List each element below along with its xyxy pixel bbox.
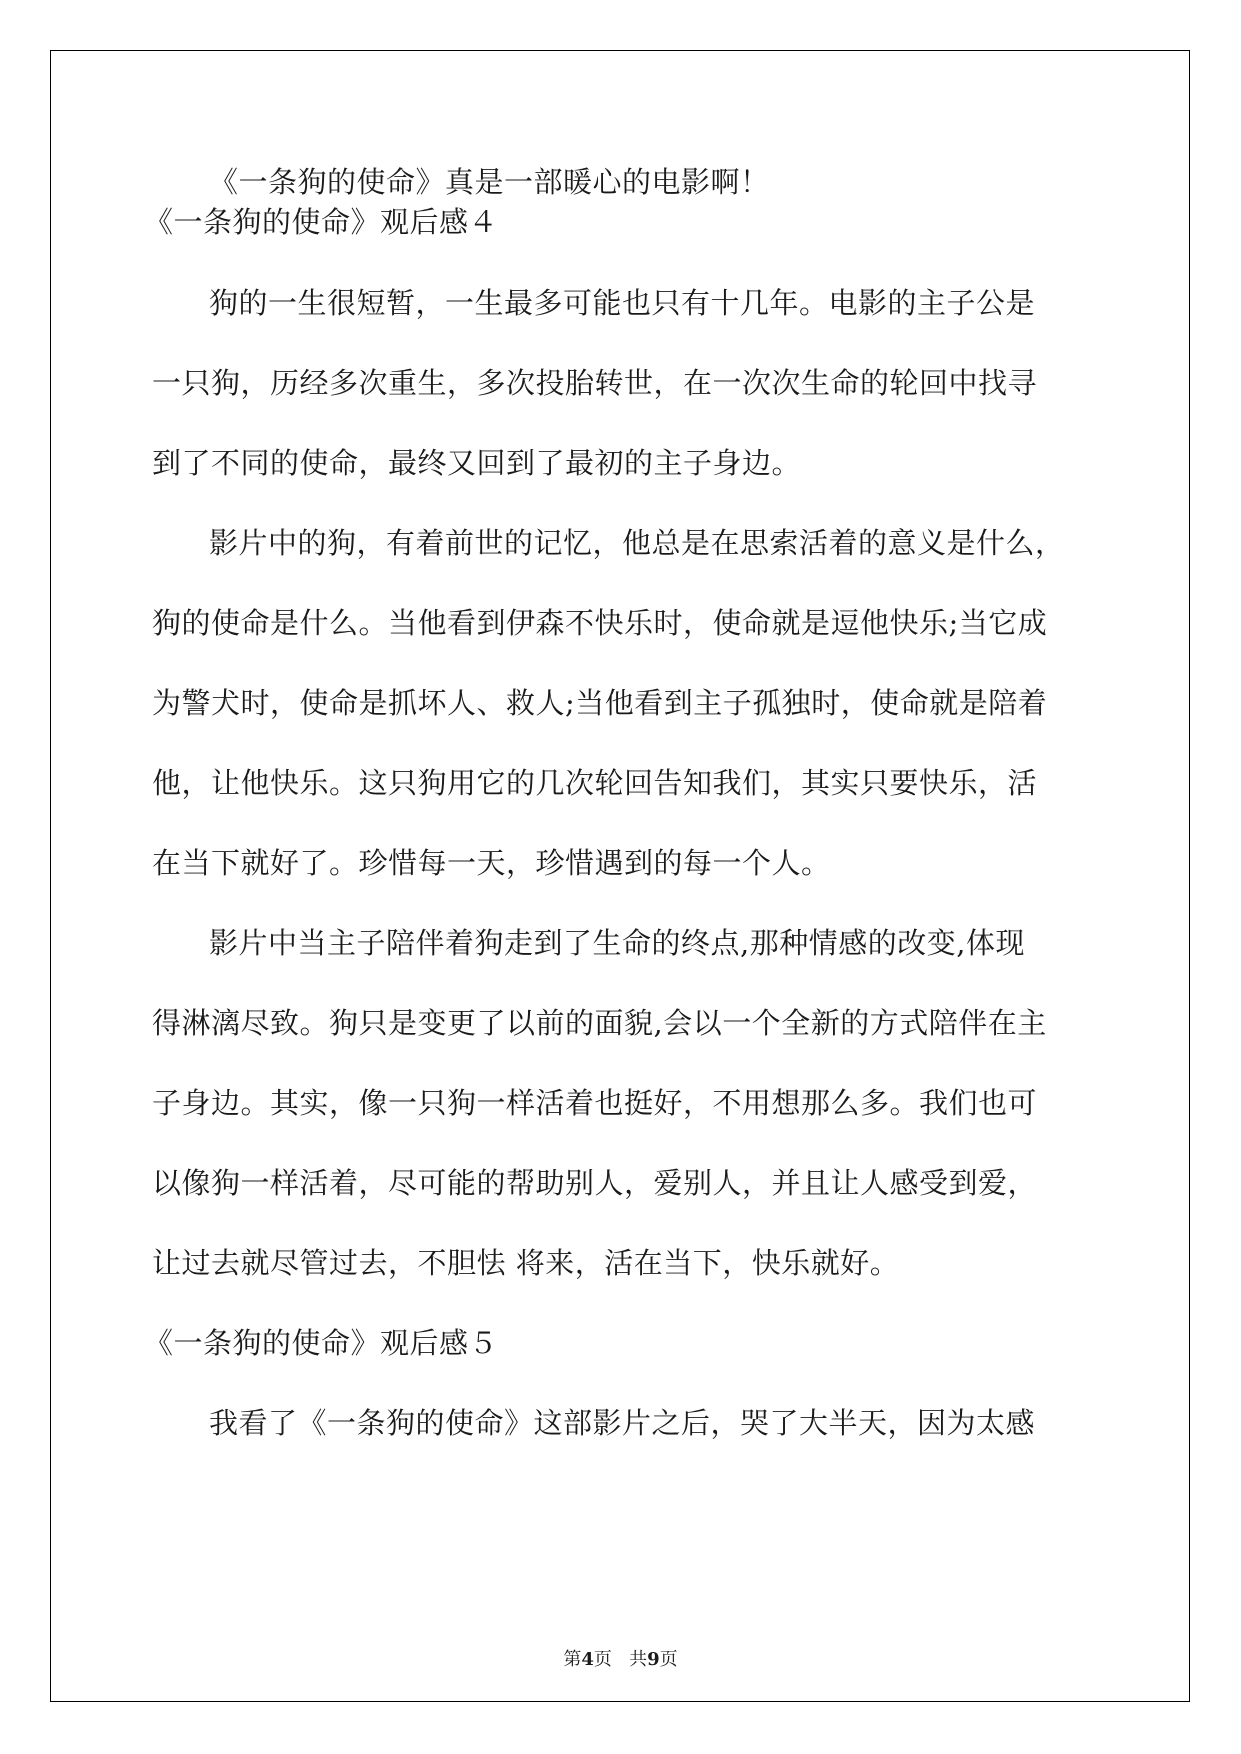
section-heading: 《一条狗的使命》观后感４ bbox=[144, 205, 499, 239]
paragraph-line: 狗的一生很短暂，一生最多可能也只有十几年。电影的主子公是 bbox=[209, 286, 1036, 320]
paragraph-line: 让过去就尽管过去，不胆怯 将来，活在当下，快乐就好。 bbox=[152, 1246, 900, 1280]
paragraph-line: 影片中当主子陪伴着狗走到了生命的终点,那种情感的改变,体现 bbox=[209, 926, 1025, 960]
footer-prefix: 第 bbox=[563, 1649, 582, 1670]
footer-page-number: 4 bbox=[581, 1649, 594, 1670]
footer-mid: 页 共 bbox=[593, 1649, 648, 1670]
paragraph-line: 他，让他快乐。这只狗用它的几次轮回告知我们，其实只要快乐，活 bbox=[152, 766, 1038, 800]
paragraph-line: 一只狗，历经多次重生，多次投胎转世，在一次次生命的轮回中找寻 bbox=[152, 366, 1038, 400]
paragraph-line: 以像狗一样活着，尽可能的帮助别人，爱别人，并且让人感受到爱， bbox=[152, 1166, 1038, 1200]
paragraph-line: 我看了《一条狗的使命》这部影片之后，哭了大半天，因为太感 bbox=[209, 1406, 1036, 1440]
paragraph-line: 影片中的狗，有着前世的记忆，他总是在思索活着的意义是什么， bbox=[209, 526, 1065, 560]
paragraph-line: 子身边。其实，像一只狗一样活着也挺好，不用想那么多。我们也可 bbox=[152, 1086, 1038, 1120]
paragraph-line: 狗的使命是什么。当他看到伊森不快乐时，使命就是逗他快乐;当它成 bbox=[152, 606, 1048, 640]
paragraph-line: 为警犬时，使命是抓坏人、救人;当他看到主子孤独时，使命就是陪着 bbox=[152, 686, 1048, 720]
paragraph-line: 得淋漓尽致。狗只是变更了以前的面貌,会以一个全新的方式陪伴在主 bbox=[152, 1006, 1047, 1040]
paragraph-line: 到了不同的使命，最终又回到了最初的主子身边。 bbox=[152, 446, 802, 480]
footer-total-pages: 9 bbox=[647, 1649, 660, 1670]
page-footer bbox=[0, 1648, 1241, 1672]
footer-suffix: 页 bbox=[659, 1649, 678, 1670]
section-heading: 《一条狗的使命》观后感５ bbox=[144, 1326, 499, 1360]
paragraph-line: 《一条狗的使命》真是一部暖心的电影啊！ bbox=[209, 165, 770, 199]
paragraph-line: 在当下就好了。珍惜每一天，珍惜遇到的每一个人。 bbox=[152, 846, 831, 880]
